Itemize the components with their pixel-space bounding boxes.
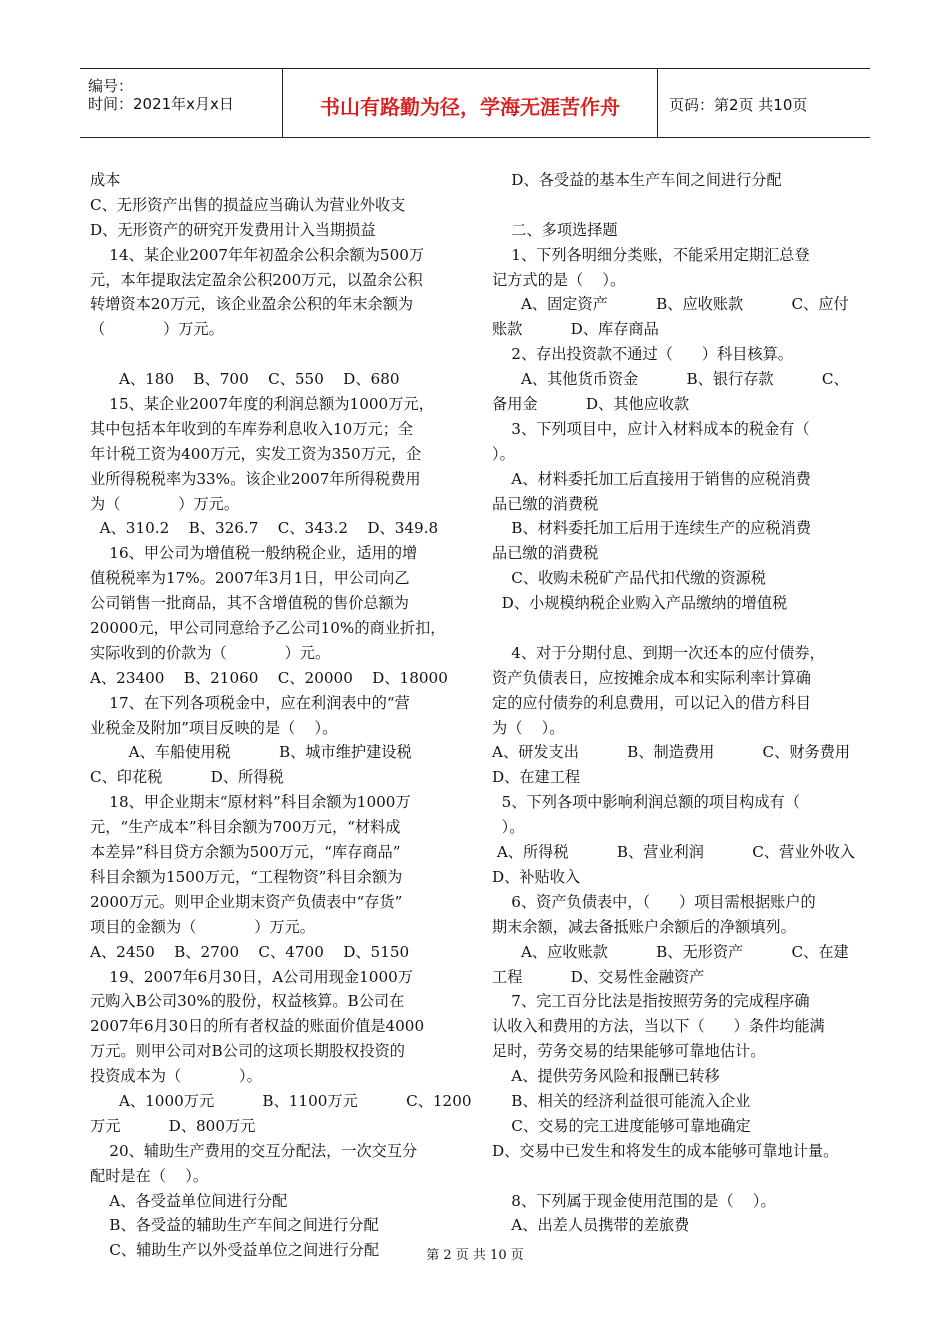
text-line: C、无形资产出售的损益应当确认为营业外收支: [90, 195, 406, 214]
text-line: 本差异”科目贷方余额为500万元，“库存商品”: [90, 843, 401, 862]
blank-line: [492, 193, 872, 218]
text-line: 15、某企业2007年度的利润总额为1000万元，: [90, 395, 434, 414]
text-line: 成本: [90, 171, 121, 189]
text-line: A、23400 B、21060 C、20000 D、18000: [90, 668, 448, 687]
text-line: A、所得税 B、营业利润 C、营业外收入: [492, 843, 855, 862]
text-line: 14、某企业2007年年初盈余公积余额为500万: [90, 245, 425, 264]
text-line: 公司销售一批商品，其不含增值税的售价总额为: [90, 594, 409, 613]
text-line: B、各受益的辅助生产车间之间进行分配: [90, 1216, 379, 1235]
text-line: 6、资产负债表中，（ ）项目需根据账户的: [492, 892, 816, 911]
text-line: A、出差人员携带的差旅费: [492, 1216, 690, 1235]
blank-line: [492, 616, 872, 641]
text-line: C、收购未税矿产品代扣代缴的资源税: [492, 569, 766, 588]
text-line: A、各受益单位间进行分配: [90, 1191, 288, 1210]
text-line: 元购入B公司30%的股份，权益核算。B公司在: [90, 992, 405, 1011]
text-line: 为（ ）。: [492, 718, 565, 737]
text-line: 转增资本20万元，该企业盈余公积的年末余额为: [90, 295, 414, 314]
text-line: 配时是在（ ）。: [90, 1166, 209, 1185]
left-column: [90, 168, 470, 1263]
text-line: 期末余额，减去备抵账户余额后的净额填列。: [492, 917, 796, 936]
text-line: 值税税率为17%。2007年3月1日，甲公司向乙: [90, 569, 410, 588]
text-line: 2007年6月30日的所有者权益的账面价值是4000: [90, 1017, 425, 1036]
text-line: 19、2007年6月30日，A公司用现金1000万: [90, 967, 413, 986]
text-line: 记方式的是（ ）。: [492, 270, 626, 289]
text-line: D、补贴收入: [492, 867, 581, 886]
document-time: 时间：2021年x月x日: [88, 95, 234, 113]
text-line: 2、存出投资款不通过（ ）科目核算。: [492, 345, 793, 364]
text-line: A、其他货币资金 B、银行存款 C、: [492, 370, 849, 389]
text-line: 20000元，甲公司同意给予乙公司10%的商业折扣，: [90, 619, 446, 638]
text-line: 投资成本为（ ）。: [90, 1067, 262, 1086]
page-header: [80, 68, 870, 138]
text-line: A、研发支出 B、制造费用 C、财务费用: [492, 743, 851, 762]
text-line: C、辅助生产以外受益单位之间进行分配: [90, 1241, 380, 1260]
text-line: 20、辅助生产费用的交互分配法，一次交互分: [90, 1141, 418, 1160]
text-line: 4、对于分期付息、到期一次还本的应付债券，: [492, 643, 825, 662]
text-line: 7、完工百分比法是指按照劳务的完成程序确: [492, 992, 810, 1011]
text-line: D、在建工程: [492, 768, 581, 787]
text-line: A、180 B、700 C、550 D、680: [90, 370, 400, 389]
text-line: A、310.2 B、326.7 C、343.2 D、349.8: [90, 519, 439, 538]
text-line: D、交易中已发生和将发生的成本能够可靠地计量。: [492, 1141, 839, 1160]
header-meta-cell: [80, 69, 283, 137]
text-line: A、材料委托加工后直接用于销售的应税消费: [492, 469, 811, 488]
text-line: D、小规模纳税企业购入产品缴纳的增值税: [492, 594, 788, 613]
text-line: A、2450 B、2700 C、4700 D、5150: [90, 942, 410, 961]
text-line: 万元。则甲公司对B公司的这项长期股权投资的: [90, 1042, 405, 1061]
text-line: 备用金 D、其他应收款: [492, 395, 690, 414]
text-line: 5、下列各项中影响利润总额的项目构成有（: [492, 793, 800, 812]
text-line: D、无形资产的研究开发费用计入当期损益: [90, 220, 376, 239]
text-line: 品已缴的消费税: [492, 544, 599, 563]
text-line: B、相关的经济利益很可能流入企业: [492, 1091, 751, 1110]
text-line: A、1000万元 B、1100万元 C、1200: [90, 1091, 472, 1110]
page-number-label: 页码：第2页 共10页: [669, 96, 808, 114]
text-line: 元，“生产成本”科目余额为700万元，“材料成: [90, 818, 401, 837]
text-line: 品已缴的消费税: [492, 494, 599, 513]
text-line: A、应收账款 B、无形资产 C、在建: [492, 942, 849, 961]
text-line: D、各受益的基本生产车间之间进行分配: [492, 171, 782, 189]
text-line: ）。: [492, 444, 515, 463]
text-line: 足时，劳务交易的结果能够可靠地估计。: [492, 1042, 766, 1061]
text-line: 认收入和费用的方法，当以下（ ）条件均能满: [492, 1017, 825, 1036]
text-line: 年计税工资为400万元，实发工资为350万元，企: [90, 444, 422, 463]
text-line: 实际收到的价款为（ ）元。: [90, 643, 331, 662]
text-line: C、交易的完工进度能够可靠地确定: [492, 1116, 751, 1135]
page-footer: 第 2 页 共 10 页: [426, 1248, 524, 1263]
right-column: [492, 168, 872, 1238]
text-line: 2000万元。则甲企业期末资产负债表中“存货”: [90, 892, 403, 911]
blank-line: [90, 342, 470, 367]
text-line: A、车船使用税 B、城市维护建设税: [90, 743, 412, 762]
text-line: A、提供劳务风险和报酬已转移: [492, 1067, 720, 1086]
text-line: 二、多项选择题: [492, 220, 618, 239]
text-line: 工程 D、交易性金融资产: [492, 967, 705, 986]
text-line: 为（ ）万元。: [90, 494, 240, 513]
text-line: 万元 D、800万元: [90, 1116, 256, 1135]
text-line: 8、下列属于现金使用范围的是（ ）。: [492, 1191, 776, 1210]
blank-line: [492, 1164, 872, 1189]
text-line: 项目的金额为（ ）万元。: [90, 917, 315, 936]
text-line: 其中包括本年收到的车库券利息收入10万元；全: [90, 419, 414, 438]
text-line: 资产负债表日，应按摊余成本和实际利率计算确: [492, 668, 811, 687]
text-line: C、印花税 D、所得税: [90, 768, 284, 787]
text-line: 17、在下列各项税金中，应在利润表中的“营: [90, 693, 410, 712]
text-line: 1、下列各明细分类账，不能采用定期汇总登: [492, 245, 810, 264]
text-line: ）。: [492, 818, 525, 837]
text-line: B、材料委托加工后用于连续生产的应税消费: [492, 519, 812, 538]
text-line: 业税金及附加”项目反映的是（ ）。: [90, 718, 338, 737]
text-line: 科目余额为1500万元，“工程物资”科目余额为: [90, 867, 403, 886]
text-line: 16、甲公司为增值税一般纳税企业，适用的增: [90, 544, 418, 563]
text-line: 定的应付债券的利息费用，可以记入的借方科目: [492, 693, 811, 712]
text-line: 元，本年提取法定盈余公积200万元，以盈余公积: [90, 270, 423, 289]
header-page-cell: [659, 69, 870, 137]
text-line: 业所得税税率为33%。该企业2007年所得税费用: [90, 469, 421, 488]
document-number: 编号：: [88, 77, 134, 95]
header-motto-cell: [283, 69, 658, 137]
header-motto: 书山有路勤为径，学海无涯苦作舟: [320, 95, 620, 119]
text-line: 账款 D、库存商品: [492, 320, 659, 339]
text-line: 3、下列项目中，应计入材料成本的税金有（: [492, 419, 810, 438]
text-line: A、固定资产 B、应收账款 C、应付: [492, 295, 849, 314]
text-line: （ ）万元。: [90, 320, 224, 339]
text-line: 18、甲企业期末“原材料”科目余额为1000万: [90, 793, 411, 812]
